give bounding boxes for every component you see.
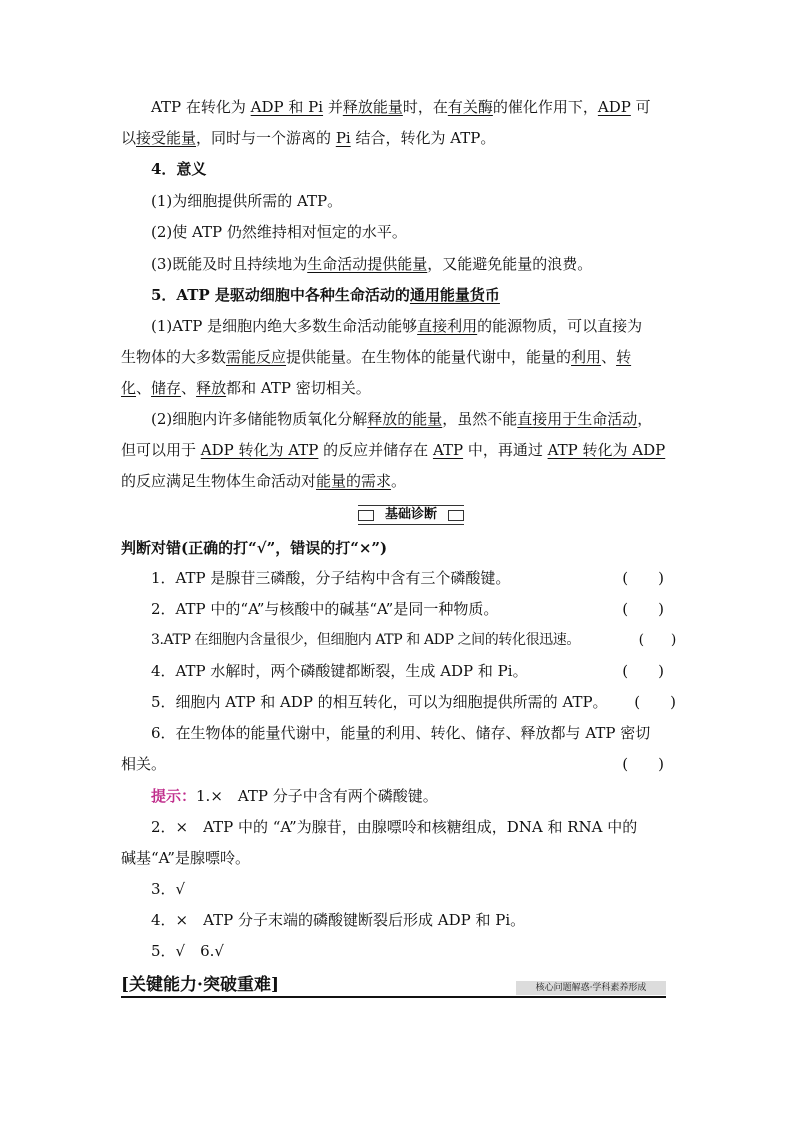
meaning-item-2: (2)使 ATP 仍然维持相对恒定的水平。	[151, 223, 407, 241]
text-span: 的反应满足生物体生命活动对	[121, 472, 317, 490]
text-line	[121, 377, 674, 399]
underlined-term: 生命活动提供能量	[307, 255, 428, 273]
text-span: (1)ATP 是细胞内绝大多数生命活动能够	[151, 317, 418, 335]
section-tag: 核心问题解惑·学科素养形成	[516, 981, 666, 995]
text-span: 、	[601, 348, 617, 366]
text-span: (2)细胞内许多储能物质氧化分解	[151, 410, 368, 428]
text-span: 的能源物质，可以直接为	[477, 317, 643, 335]
underlined-term: 需能反应	[226, 348, 287, 366]
section-divider	[121, 996, 666, 998]
question-4	[151, 660, 674, 682]
underlined-term: Pi	[335, 129, 351, 147]
underlined-term: 转	[616, 348, 632, 366]
text-span: 、	[136, 379, 152, 397]
text-span: 5．ATP 是驱动细胞中各种生命活动的	[151, 286, 410, 304]
answer-4: 4．× ATP 分子末端的磷酸键断裂后形成 ADP 和 Pi。	[151, 911, 526, 929]
underlined-term: 化	[121, 379, 137, 397]
section-badge	[358, 505, 464, 525]
answer-text: 1.× ATP 分子中含有两个磷酸键。	[196, 787, 438, 805]
text-span: 。	[391, 472, 407, 490]
text-line	[121, 346, 674, 368]
text-span: 的催化作用下，	[492, 98, 598, 116]
question-5	[151, 691, 674, 713]
text-line	[151, 96, 674, 118]
underlined-term: 释放能量	[342, 98, 403, 116]
underlined-term: 能量的需求	[316, 472, 392, 490]
text-span: 可	[630, 98, 651, 116]
heading-4: 4．意义	[151, 160, 207, 178]
question-6: 6．在生物体的能量代谢中，能量的利用、转化、储存、释放都与 ATP 密切	[151, 724, 651, 742]
question-1	[151, 567, 674, 589]
text-line	[151, 408, 674, 430]
underlined-term: 利用	[571, 348, 602, 366]
text-span: 中，再通过	[463, 441, 548, 459]
answer-2-cont: 碱基“A”是腺嘌呤。	[121, 849, 250, 867]
question-text: 2．ATP 中的“A”与核酸中的碱基“A”是同一种物质。	[151, 600, 499, 618]
answer-1	[151, 785, 674, 807]
underlined-term: 释放的能量	[367, 410, 443, 428]
underlined-term: 释放	[196, 379, 227, 397]
underlined-term: ADP 转化为 ATP	[200, 441, 319, 459]
section-title: [关键能力·突破重难]	[121, 975, 280, 995]
heading-5	[151, 284, 674, 306]
underlined-term: 有关酶	[447, 98, 493, 116]
question-text: 4．ATP 水解时，两个磷酸键都断裂，生成 ADP 和 Pi。	[151, 662, 528, 680]
text-span: 并	[323, 98, 343, 116]
text-span: ，同时与一个游离的	[196, 129, 336, 147]
text-span: (3)既能及时且持续地为	[151, 255, 308, 273]
question-text: 3.ATP 在细胞内含量很少，但细胞内 ATP 和 ADP 之间的转化很迅速。	[151, 632, 580, 648]
answer-5-6: 5．√ 6.√	[151, 942, 224, 960]
text-line	[121, 439, 674, 461]
meaning-item-1: (1)为细胞提供所需的 ATP。	[151, 192, 343, 210]
answer-blank: ( )	[622, 662, 664, 680]
question-text: 5．细胞内 ATP 和 ADP 的相互转化，可以为细胞提供所需的 ATP。	[151, 693, 608, 711]
text-span: 提供能量。在生物体的能量代谢中，能量的	[286, 348, 572, 366]
underlined-term: ADP	[597, 98, 631, 116]
badge-label: 基础诊断	[384, 507, 437, 522]
question-text: 1．ATP 是腺苷三磷酸，分子结构中含有三个磷酸键。	[151, 569, 511, 587]
text-span: 但可以用于	[121, 441, 201, 459]
question-3	[151, 629, 674, 651]
answer-blank: ( )	[622, 569, 664, 587]
text-span: 都和 ATP 密切相关。	[226, 379, 371, 397]
text-span: 结合，转化为 ATP。	[350, 129, 496, 147]
answer-blank: ( )	[634, 693, 676, 711]
underlined-term: ATP 转化为 ADP	[547, 441, 666, 459]
judge-intro: 判断对错(正确的打“√”，错误的打“×”)	[121, 539, 388, 557]
meaning-item-3	[151, 253, 674, 275]
underlined-term: 接受能量	[136, 129, 197, 147]
underlined-term: 直接利用	[417, 317, 478, 335]
question-text: 相关。	[121, 755, 167, 773]
text-span: ，	[637, 410, 653, 428]
answer-blank: ( )	[638, 632, 676, 648]
text-line	[121, 470, 674, 492]
answer-blank: ( )	[622, 755, 664, 773]
text-span: ，又能避免能量的浪费。	[427, 255, 593, 273]
text-span: ，虽然不能	[442, 410, 518, 428]
answer-3: 3．√	[151, 880, 186, 898]
answer-2: 2．× ATP 中的 “A”为腺苷，由腺嘌呤和核糖组成，DNA 和 RNA 中的	[151, 818, 638, 836]
underlined-term: ATP	[432, 441, 464, 459]
underlined-term: ADP 和 Pi	[250, 98, 324, 116]
text-span: 以	[121, 129, 137, 147]
underlined-term: 储存	[151, 379, 182, 397]
answer-blank: ( )	[622, 600, 664, 618]
text-line	[151, 315, 674, 337]
underlined-term: 通用能量货币	[409, 286, 500, 304]
text-span: 时，在	[402, 98, 448, 116]
text-span: 、	[181, 379, 197, 397]
text-span: 的反应并储存在	[318, 441, 433, 459]
text-span: ATP 在转化为	[151, 98, 251, 116]
question-2	[151, 598, 674, 620]
text-line	[121, 127, 674, 149]
tip-label: 提示：	[151, 787, 197, 805]
underlined-term: 直接用于生命活动	[517, 410, 638, 428]
question-6-cont	[121, 753, 674, 775]
text-span: 生物体的大多数	[121, 348, 227, 366]
